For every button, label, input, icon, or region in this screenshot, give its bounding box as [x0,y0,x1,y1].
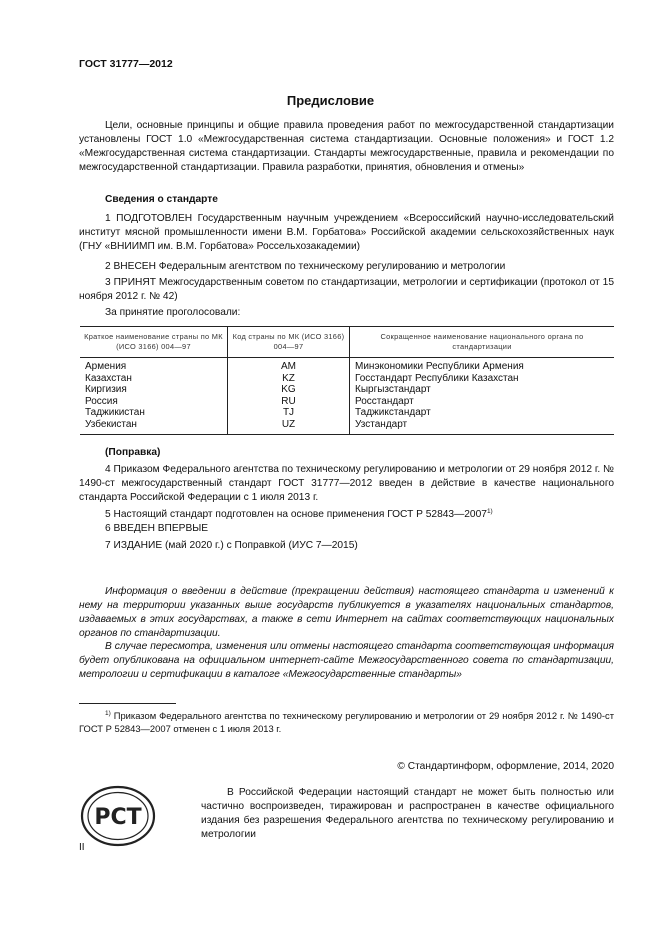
item-4: 4 Приказом Федерального агентства по техническому регулированию и метрологии от 29 ноября 2012 г. № 1490-ст межгосударственный стандарт ГОСТ 31777—2012 введен в действие в качестве национального стандарта Российской Федерации с 1 июля 2013 г. [79,464,614,503]
table-row [80,396,614,408]
cell-body: Минэкономики Республики Армения [355,361,524,372]
document-id: ГОСТ 31777—2012 [79,58,173,70]
cell-code: TJ [228,407,350,419]
table-row [80,358,614,373]
intro-paragraph: Цели, основные принципы и общие правила проведения работ по межгосударственной стандартизации установлены ГОСТ 1.0 «Межгосударственная система стандартизации. Основные положения» и ГОСТ 1.2 «Межгосударственная система стандартизации. Стандарты межгосударственные, правила и рекомендации по межгосударственной стандартизации. Правила разработки, принятия, обновления и отмены» [79,120,614,173]
item-1: 1 ПОДГОТОВЛЕН Государственным научным учреждением «Всероссийский научно-исследовательский институт мясной промышленности имени В.М. Горбатова» Российской академии сельскохозяйственных наук (ГНУ «ВНИИМП им. В.М. Горбатова» Россельхозакадемии) [79,213,614,252]
table-row [80,407,614,419]
header-code: Код страны по МК (ИСО 3166) 004—97 [228,327,350,358]
rst-certification-mark-icon [79,784,157,848]
cell-country: Армения [85,361,127,372]
cell-body: Таджикстандарт [355,407,431,419]
footnote-ref: 1) [486,508,493,515]
cell-body: Узстандарт [350,419,615,434]
cell-country: Киргизия [85,384,127,396]
logo-text: РСТ [94,805,142,830]
countries-table [80,326,614,435]
section-heading: Сведения о стандарте [105,194,218,205]
cell-body: Госстандарт Республики Казахстан [355,372,519,384]
table-header-row [80,327,614,358]
cell-country: Казахстан [85,372,132,384]
header-body: Сокращенное наименование национального органа по стандартизации [350,327,615,358]
item-5-text: 5 Настоящий стандарт подготовлен на основе применения ГОСТ Р 52843—2007 [105,509,487,520]
cell-code: UZ [228,419,350,434]
table-row [80,419,614,434]
footnote-divider [79,703,176,704]
cell-code: RU [228,396,350,408]
copyright-notice: В Российской Федерации настоящий стандарт не может быть полностью или частично воспроизведен, тиражирован и распространен в качестве официального издания без разрешения Федерального агентства по техническому регулированию и метрологии [201,787,614,840]
item-3: 3 ПРИНЯТ Межгосударственным советом по стандартизации, метрологии и сертификации (протокол от 15 ноября 2012 г. № 42) [79,277,614,302]
cell-code: KZ [228,373,350,385]
cell-country: Таджикистан [85,407,145,419]
item-7: 7 ИЗДАНИЕ (май 2020 г.) с Поправкой (ИУС 7—2015) [105,540,358,551]
page-title: Предисловие [286,93,375,108]
table-row [80,373,614,385]
cell-body: Росстандарт [355,395,414,407]
item-2: 2 ВНЕСЕН Федеральным агентством по техническому регулированию и метрологии [105,261,506,272]
cell-country: Россия [85,395,118,407]
page-number: II [79,842,85,853]
cell-body: Кыргызстандарт [355,384,431,396]
info-paragraph-2: В случае пересмотра, изменения или отмены настоящего стандарта соответствующая информация будет опубликована на официальном интернет-сайте Межгосударственного совета по стандартизации, метрологии и сертификации в каталоге «Межгосударственные стандарты» [79,641,614,680]
vote-label: За принятие проголосовали: [105,307,241,318]
table-row [80,384,614,396]
copyright: © Стандартинформ, оформление, 2014, 2020 [397,761,614,772]
item-5 [79,505,614,522]
cell-code: AM [228,358,350,373]
info-paragraph-1: Информация о введении в действие (прекращении действия) настоящего стандарта и изменений к нему на территории указанных выше государств публикуется в указателях национальных стандартов, издаваемых в этих государствах, а также в сети Интернет на сайтах соответствующих национальных органов по стандартизации. [79,586,614,639]
footnote-mark: 1) [105,710,111,717]
footnote-text: Приказом Федерального агентства по техническому регулированию и метрологии от 29 ноября 2012 г. № 1490-ст ГОСТ Р 52843—2007 отменен с 1 июля 2013 г. [79,710,614,734]
footnote [79,707,614,735]
item-6: 6 ВВЕДЕН ВПЕРВЫЕ [105,523,209,534]
cell-country: Узбекистан [80,419,228,434]
amendment-label: (Поправка) [105,447,161,458]
cell-code: KG [228,384,350,396]
header-country: Краткое наименование страны по МК (ИСО 3166) 004—97 [80,327,228,358]
